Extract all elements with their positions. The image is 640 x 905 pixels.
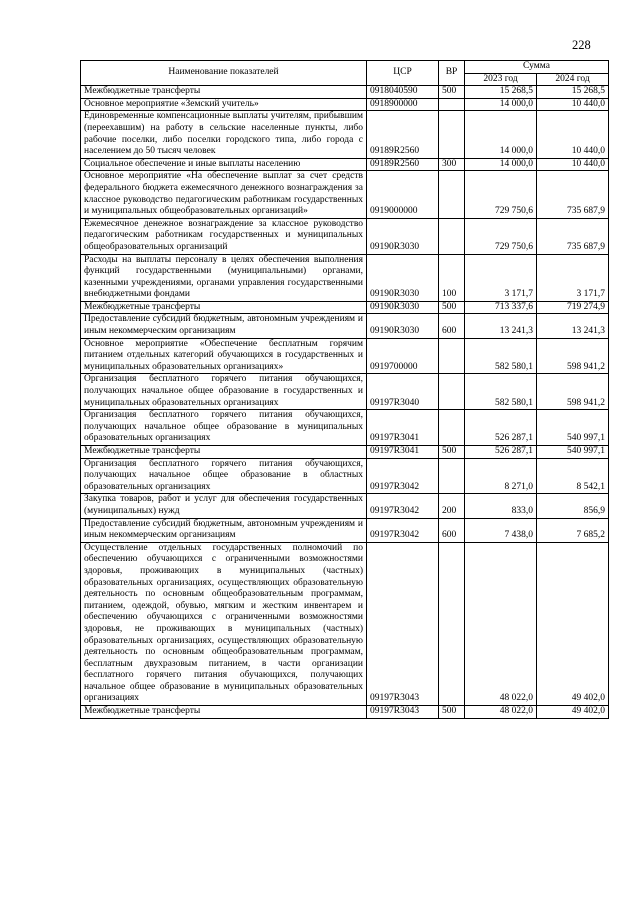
row-vr (439, 542, 465, 705)
header-year-2024: 2024 год (537, 73, 609, 86)
row-name: Основное мероприятие «Обеспечение бесплатным горячим питанием отдельных категорий обучающихся в государственных и муниципальных образовательных организациях» (81, 338, 367, 374)
row-name: Предоставление субсидий бюджетным, автономным учреждениям и иным некоммерческим организациям (81, 518, 367, 542)
row-name: Межбюджетные трансферты (81, 706, 367, 719)
row-code: 0919700000 (367, 338, 439, 374)
row-vr: 500 (439, 301, 465, 314)
table-row (81, 314, 609, 338)
row-sum-2024: 3 171,7 (537, 254, 609, 301)
header-name: Наименование показателей (81, 61, 367, 86)
row-code: 09197R3042 (367, 494, 439, 518)
row-sum-2024: 7 685,2 (537, 518, 609, 542)
row-code: 09197R3041 (367, 446, 439, 459)
row-vr (439, 98, 465, 111)
row-sum-2024: 10 440,0 (537, 158, 609, 171)
row-code: 0918900000 (367, 98, 439, 111)
row-vr: 500 (439, 86, 465, 99)
row-vr (439, 111, 465, 158)
row-sum-2024: 856,9 (537, 494, 609, 518)
row-sum-2024: 540 997,1 (537, 446, 609, 459)
row-code: 09189R2560 (367, 111, 439, 158)
table-row (81, 542, 609, 705)
row-vr (439, 374, 465, 410)
row-sum-2024: 735 687,9 (537, 171, 609, 218)
row-sum-2023: 526 287,1 (465, 446, 537, 459)
table-row (81, 254, 609, 301)
row-sum-2024: 8 542,1 (537, 458, 609, 494)
row-sum-2023: 14 000,0 (465, 111, 537, 158)
row-sum-2024: 10 440,0 (537, 98, 609, 111)
row-vr: 600 (439, 314, 465, 338)
row-name: Расходы на выплаты персоналу в целях обеспечения выполнения функций государственными (муниципальными) органами, казенными учреждениями, органами управления государственными внебюджетными фондами (81, 254, 367, 301)
table-body (81, 86, 609, 718)
row-code: 09197R3040 (367, 374, 439, 410)
row-code: 09189R2560 (367, 158, 439, 171)
row-vr (439, 410, 465, 446)
table-row (81, 494, 609, 518)
table-row (81, 410, 609, 446)
table-row (81, 158, 609, 171)
row-sum-2024: 540 997,1 (537, 410, 609, 446)
row-sum-2024: 13 241,3 (537, 314, 609, 338)
row-code: 09190R3030 (367, 314, 439, 338)
row-name: Основное мероприятие «Земский учитель» (81, 98, 367, 111)
row-sum-2023: 14 000,0 (465, 158, 537, 171)
row-sum-2023: 582 580,1 (465, 374, 537, 410)
row-sum-2023: 15 268,5 (465, 86, 537, 99)
table-row (81, 98, 609, 111)
row-code: 09197R3042 (367, 458, 439, 494)
page-number: 228 (572, 38, 591, 52)
row-code: 09197R3041 (367, 410, 439, 446)
row-name: Предоставление субсидий бюджетным, автономным учреждениям и иным некоммерческим организациям (81, 314, 367, 338)
row-vr (439, 338, 465, 374)
row-sum-2023: 8 271,0 (465, 458, 537, 494)
table-row (81, 374, 609, 410)
row-sum-2023: 48 022,0 (465, 542, 537, 705)
row-sum-2023: 7 438,0 (465, 518, 537, 542)
table-row (81, 706, 609, 719)
row-sum-2024: 598 941,2 (537, 338, 609, 374)
table-row (81, 458, 609, 494)
header-code: ЦСР (367, 61, 439, 86)
row-name: Организация бесплатного горячего питания обучающихся, получающих начальное общее образование в областных образовательных организациях (81, 458, 367, 494)
row-code: 09197R3042 (367, 518, 439, 542)
table-row (81, 301, 609, 314)
row-sum-2024: 735 687,9 (537, 218, 609, 254)
row-sum-2024: 719 274,9 (537, 301, 609, 314)
table-row (81, 86, 609, 99)
row-code: 09190R3030 (367, 301, 439, 314)
row-vr: 500 (439, 446, 465, 459)
row-name: Межбюджетные трансферты (81, 446, 367, 459)
row-sum-2023: 14 000,0 (465, 98, 537, 111)
row-code: 09190R3030 (367, 218, 439, 254)
row-code: 09197R3043 (367, 706, 439, 719)
row-sum-2023: 713 337,6 (465, 301, 537, 314)
row-name: Основное мероприятие «На обеспечение выплат за счет средств федерального бюджета ежемесячного денежного вознаграждения за классное руководство педагогическим работникам государственных и муниципальных общеобразовательных организаций» (81, 171, 367, 218)
row-name: Ежемесячное денежное вознаграждение за классное руководство педагогическим работникам государственных и муниципальных общеобразовательных организаций (81, 218, 367, 254)
row-vr: 300 (439, 158, 465, 171)
row-name: Закупка товаров, работ и услуг для обеспечения государственных (муниципальных) нужд (81, 494, 367, 518)
row-code: 09197R3043 (367, 542, 439, 705)
row-vr: 500 (439, 706, 465, 719)
row-sum-2023: 13 241,3 (465, 314, 537, 338)
table-row (81, 218, 609, 254)
row-name: Межбюджетные трансферты (81, 86, 367, 99)
row-sum-2023: 833,0 (465, 494, 537, 518)
row-code: 09190R3030 (367, 254, 439, 301)
row-name: Осуществление отдельных государственных полномочий по обеспечению обучающихся с ограниченными возможностями здоровья, проживающих в муниципальных (частных) образовательных организациях, осуществляющих образовательную деятельность по основным общеобразовательным программам, питанием, одеждой, обувью, мягким и жестким инвентарем и обеспечению обучающихся с ограниченными возможностями здоровья, не проживающих в муниципальных (частных) образовательных организациях, осуществляющих образовательную деятельность по основным общеобразовательным программам, бесплатным двухразовым питанием, в части организации бесплатного горячего питания обучающихся, получающих начальное общее образование в муниципальных образовательных организациях (81, 542, 367, 705)
row-sum-2023: 729 750,6 (465, 218, 537, 254)
table-header-row (81, 61, 609, 74)
row-code: 0919000000 (367, 171, 439, 218)
row-sum-2023: 729 750,6 (465, 171, 537, 218)
row-sum-2024: 15 268,5 (537, 86, 609, 99)
row-vr: 600 (439, 518, 465, 542)
table-row (81, 338, 609, 374)
header-vr: ВР (439, 61, 465, 86)
row-sum-2024: 49 402,0 (537, 542, 609, 705)
row-vr: 100 (439, 254, 465, 301)
table-row (81, 171, 609, 218)
table-row (81, 446, 609, 459)
row-sum-2024: 49 402,0 (537, 706, 609, 719)
row-sum-2024: 10 440,0 (537, 111, 609, 158)
row-vr: 200 (439, 494, 465, 518)
table-row (81, 111, 609, 158)
row-sum-2023: 48 022,0 (465, 706, 537, 719)
header-year-2023: 2023 год (465, 73, 537, 86)
row-vr (439, 218, 465, 254)
table-row (81, 518, 609, 542)
row-vr (439, 458, 465, 494)
row-name: Организация бесплатного горячего питания обучающихся, получающих начальное общее образование в муниципальных образовательных организациях (81, 410, 367, 446)
row-name: Единовременные компенсационные выплаты учителям, прибывшим (переехавшим) на работу в сельские населенные пункты, либо рабочие поселки, либо поселки городского типа, либо города с населением до 50 тысяч человек (81, 111, 367, 158)
row-sum-2023: 526 287,1 (465, 410, 537, 446)
row-vr (439, 171, 465, 218)
row-sum-2023: 3 171,7 (465, 254, 537, 301)
row-code: 0918040590 (367, 86, 439, 99)
row-name: Социальное обеспечение и иные выплаты населению (81, 158, 367, 171)
row-name: Организация бесплатного горячего питания обучающихся, получающих начальное общее образование в государственных и муниципальных образовательных организациях (81, 374, 367, 410)
header-sum: Сумма (465, 61, 609, 74)
budget-table (80, 60, 609, 719)
row-name: Межбюджетные трансферты (81, 301, 367, 314)
row-sum-2023: 582 580,1 (465, 338, 537, 374)
row-sum-2024: 598 941,2 (537, 374, 609, 410)
